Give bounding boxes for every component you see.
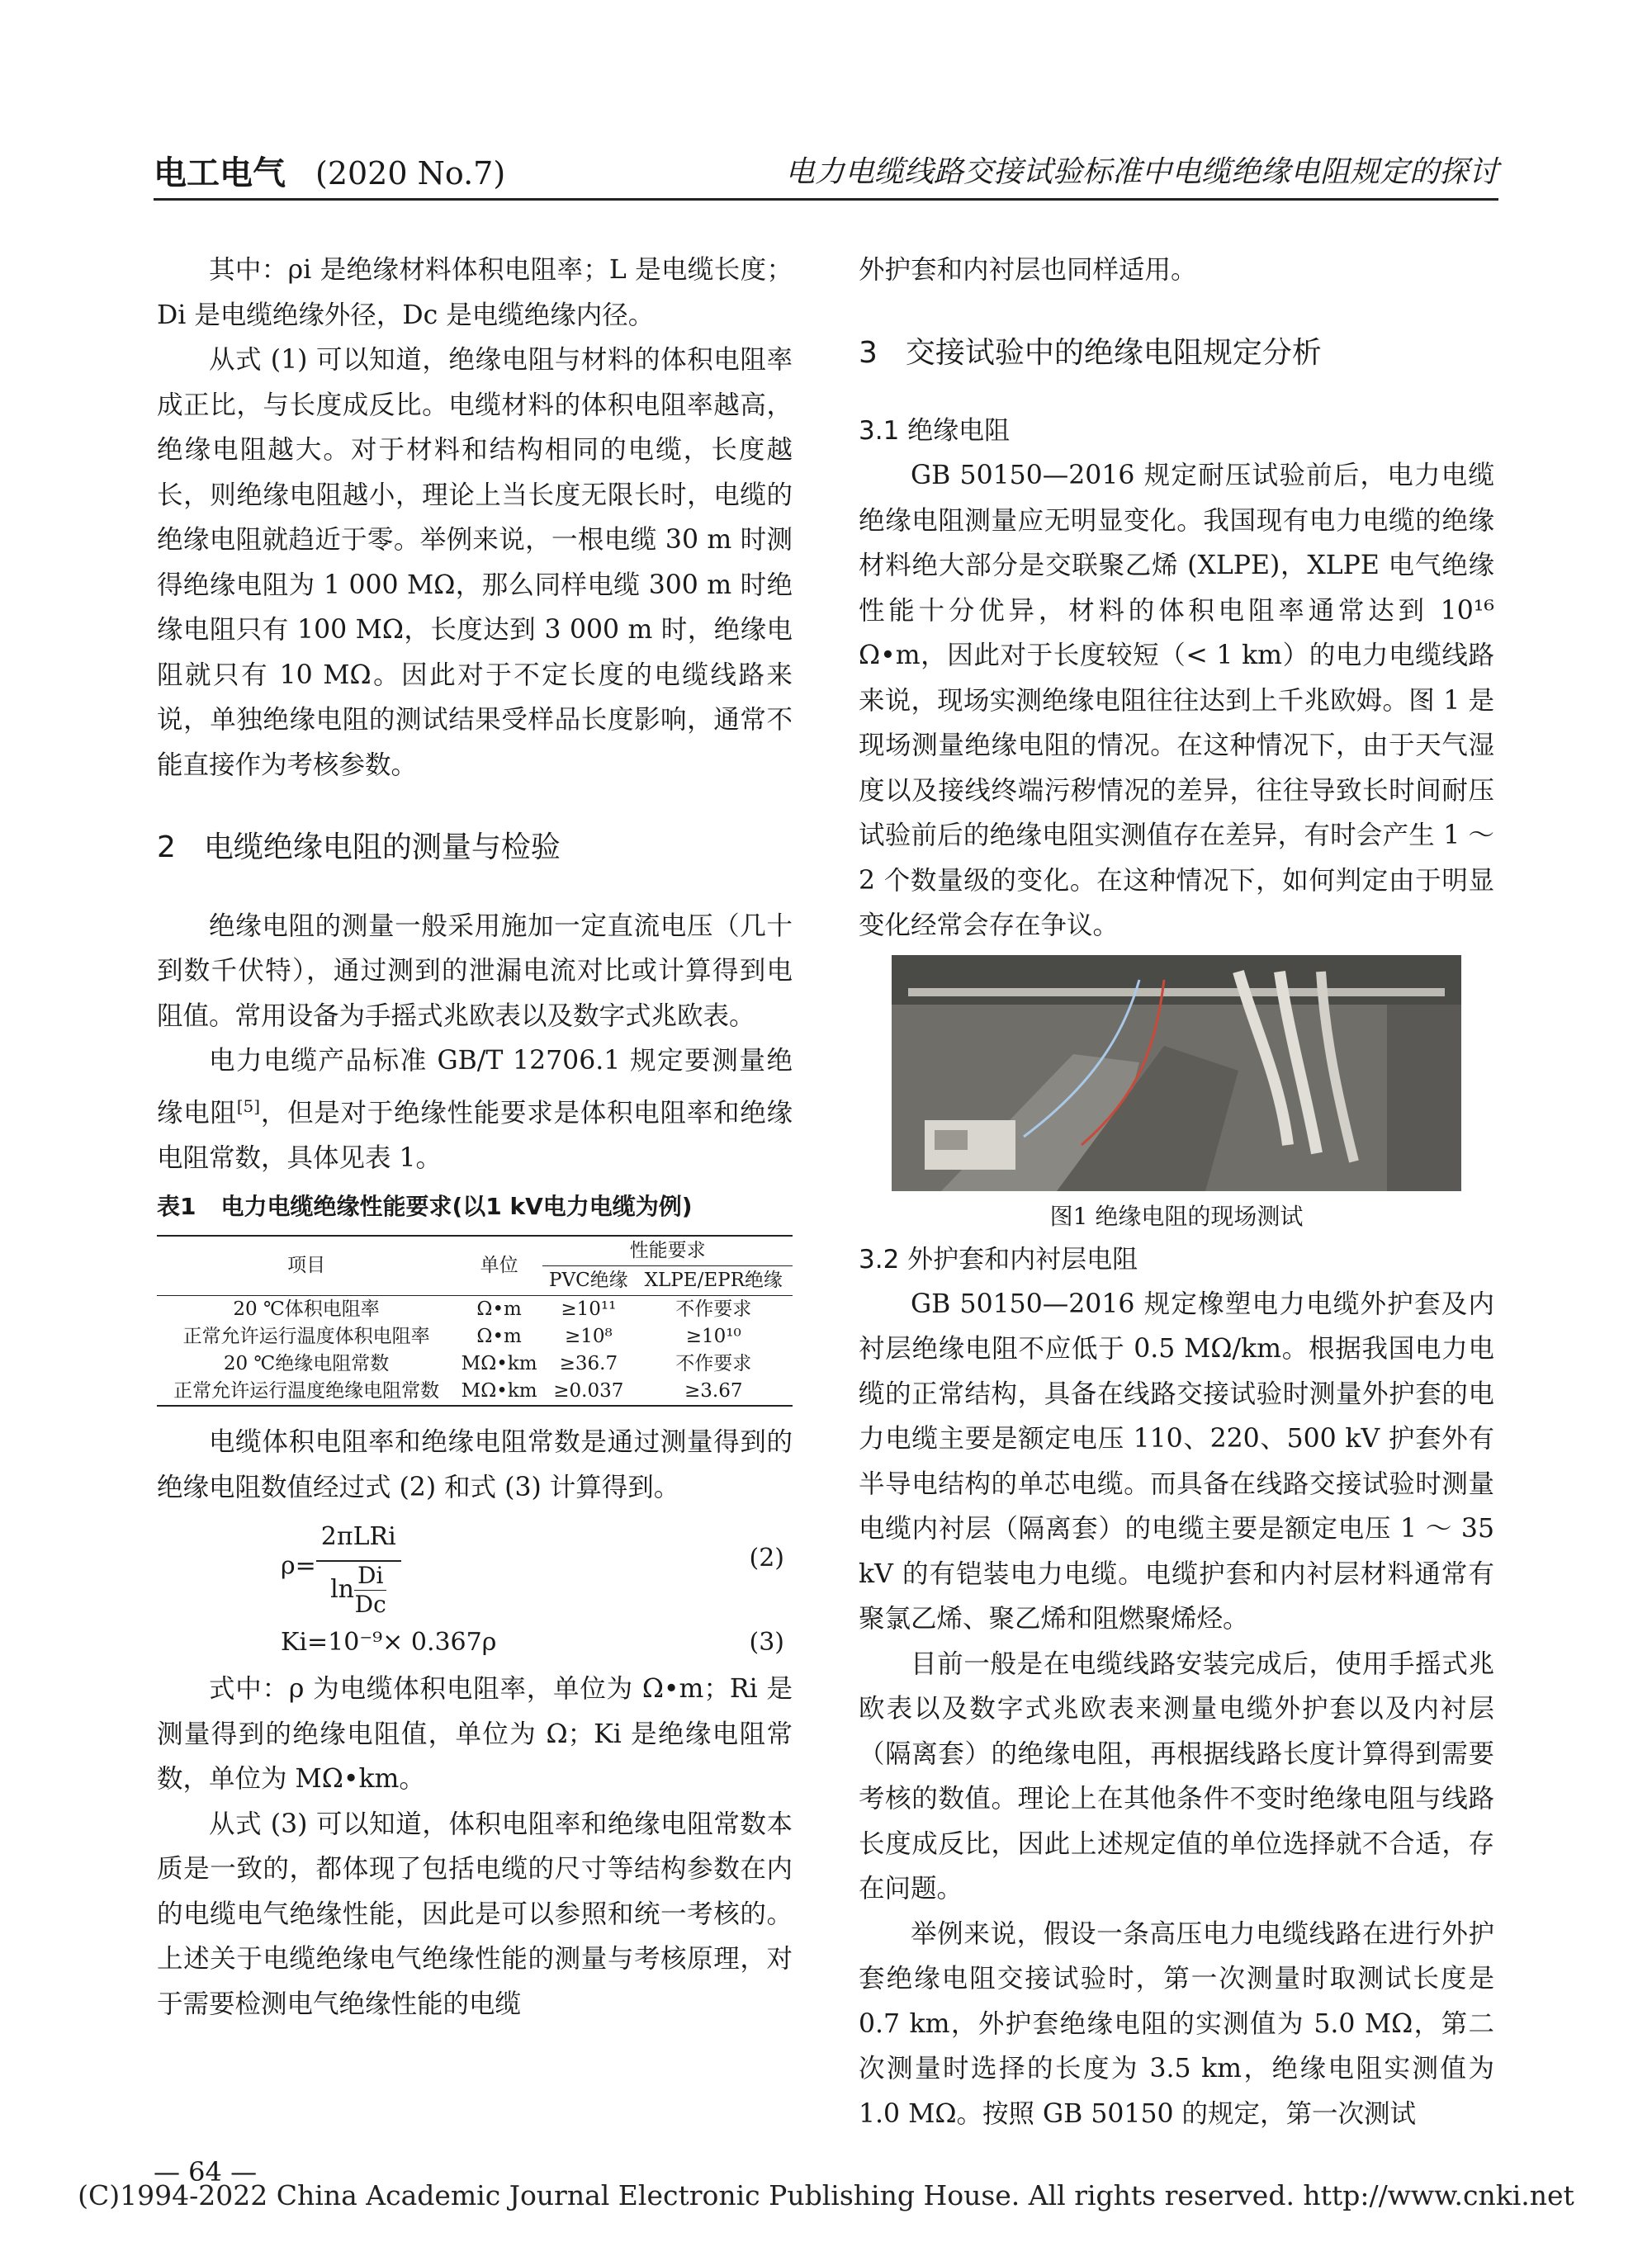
paragraph: 电缆体积电阻率和绝缘电阻常数是通过测量得到的绝缘电阻数值经过式 (2) 和式 (3) 计算得到。 <box>157 1427 793 1502</box>
paragraph <box>157 1038 793 1180</box>
cell-xlpe: ≥3.67 <box>635 1378 793 1406</box>
col-header-performance: 性能要求 <box>542 1236 793 1266</box>
section-title: 电缆绝缘电阻的测量与检验 <box>203 830 561 864</box>
eq2-lhs: ρ= <box>281 1551 316 1581</box>
cell-pvc: ≥0.037 <box>542 1378 634 1406</box>
cell-xlpe: ≥10¹⁰ <box>685 1326 741 1347</box>
section-number: 2 <box>157 830 176 864</box>
paragraph: 目前一般是在电缆线路安装完成后，使用手摇式兆欧表以及数字式兆欧表来测量电缆外护套以及内衬层（隔离套）的绝缘电阻，再根据线路长度计算得到需要考核的数值。理论上在其他条件不变时绝缘电阻与线路长度成反比，因此上述规定值的单位选择就不合适，存在问题。 <box>859 1648 1494 1904</box>
eq2-denominator <box>330 1562 386 1619</box>
field-test-photo <box>892 955 1461 1191</box>
eq2-fraction <box>316 1515 401 1619</box>
paragraph: 式中：ρ 为电缆体积电阻率，单位为 Ω•m；Ri 是测量得到的绝缘电阻值，单位为 Ω；Ki 是绝缘电阻常数，单位为 MΩ•km。 <box>157 1674 793 1794</box>
paragraph: 外护套和内衬层也同样适用。 <box>859 255 1197 285</box>
cell-unit: MΩ•km <box>461 1353 537 1374</box>
table-caption <box>157 1189 793 1225</box>
header-rule <box>154 198 1498 201</box>
citation-ref: [5] <box>236 1095 261 1116</box>
cell-item: 正常允许运行温度体积电阻率 <box>182 1326 430 1347</box>
copyright-footer: (C)1994-2022 China Academic Journal Electronic Publishing House. All rights reserved. http://www.cnki.net <box>78 2179 1574 2211</box>
paragraph: 从式 (3) 可以知道，体积电阻率和绝缘电阻常数本质是一致的，都体现了包括电缆的尺寸等结构参数在内的电缆电气绝缘性能，因此是可以参照和统一考核的。上述关于电缆绝缘电气绝缘性能的测量与考核原理，对于需要检测电气绝缘性能的电缆 <box>157 1809 793 2019</box>
cell-xlpe: 不作要求 <box>675 1353 752 1374</box>
left-column <box>157 248 793 2027</box>
photo-illustration <box>892 955 1461 1191</box>
equation-3 <box>157 1620 793 1667</box>
cell-unit: Ω•m <box>476 1298 522 1320</box>
cell-xlpe: 不作要求 <box>675 1298 752 1320</box>
paragraph: 绝缘电阻的测量一般采用施加一定直流电压（几十到数千伏特），通过测到的泄漏电流对比或计算得到电阻值。常用设备为手摇式兆欧表以及数字式兆欧表。 <box>157 911 793 1031</box>
subsection-heading-3-1: 3.1 绝缘电阻 <box>859 416 1011 446</box>
paragraph: 举例来说，假设一条高压电力电缆线路在进行外护套绝缘电阻交接试验时，第一次测量时取测试长度是 0.7 km，外护套绝缘电阻的实测值为 5.0 MΩ，第二次测量时选择的长度为 3.5 km，绝缘电阻实测值为 1.0 MΩ。按照 GB 50150 的规定，第一次测试 <box>859 1918 1494 2129</box>
table-row <box>157 1296 793 1324</box>
table-number: 表1 <box>157 1193 196 1220</box>
col-header-unit: 单位 <box>456 1236 542 1296</box>
page-number: — 64 — <box>154 2156 258 2188</box>
section-heading-2 <box>157 825 793 871</box>
eq2-dc: Dc <box>354 1590 386 1618</box>
cell-item: 正常允许运行温度绝缘电阻常数 <box>157 1378 456 1406</box>
eq2-ln: ln <box>330 1574 354 1604</box>
journal-name: 电工电气 <box>154 154 286 192</box>
figure-caption: 图1 绝缘电阻的现场测试 <box>1049 1202 1304 1230</box>
col-header-pvc: PVC绝缘 <box>542 1266 634 1296</box>
section-heading-3 <box>859 331 1494 376</box>
table-row <box>157 1323 793 1350</box>
eq2-label: (2) <box>749 1544 784 1573</box>
paragraph: GB 50150—2016 规定橡塑电力电缆外护套及内衬层绝缘电阻不应低于 0.5 MΩ/km。根据我国电力电缆的正常结构，具备在线路交接试验时测量外护套的电力电缆主要是额定电压 110、220、500 kV 护套外有半导电结构的单芯电缆。而具备在线路交接试验时测量电缆内衬层（隔离套）的电缆主要是额定电压 1 ～ 35 kV 的有铠装电力电缆。电缆护套和内衬层材料通常有聚氯乙烯、聚乙烯和阻燃聚烯烃。 <box>859 1289 1494 1634</box>
running-header-left <box>154 147 505 194</box>
eq2-ratio <box>354 1562 386 1619</box>
cell-pvc: ≥10¹¹ <box>561 1298 617 1320</box>
eq2-numerator: 2πLRi <box>316 1515 401 1562</box>
col-header-xlpe: XLPE/EPR绝缘 <box>635 1266 793 1296</box>
paragraph: GB 50150—2016 规定耐压试验前后，电力电缆绝缘电阻测量应无明显变化。我国现有电力电缆的绝缘材料绝大部分是交联聚乙烯 (XLPE)，XLPE 电气绝缘性能十分优异，材料的体积电阻率通常达到 10¹⁶ Ω•m，因此对于长度较短（< 1 km）的电力电缆线路来说，现场实测绝缘电阻往往达到上千兆欧姆。图 1 是现场测量绝缘电阻的情况。在这种情况下，由于天气湿度以及接线终端污秽情况的差异，往往导致长时间耐压试验前后的绝缘电阻实测值存在差异，有时会产生 1 ～ 2 个数量级的变化。在这种情况下，如何判定由于明显变化经常会存在争议。 <box>859 461 1494 940</box>
section-number: 3 <box>859 335 878 370</box>
cell-unit: Ω•m <box>476 1326 522 1347</box>
table-row <box>157 1378 793 1406</box>
eq3-label: (3) <box>749 1628 784 1657</box>
section-title: 交接试验中的绝缘电阻规定分析 <box>905 335 1322 370</box>
article-running-title: 电力电缆线路交接试验标准中电缆绝缘电阻规定的探讨 <box>784 155 1498 189</box>
cell-pvc: ≥10⁸ <box>564 1326 613 1347</box>
text-run: 电力电缆产品标准 GB/T 12706.1 规定要测量绝缘电阻 <box>157 1046 793 1128</box>
paragraph: 从式 (1) 可以知道，绝缘电阻与材料的体积电阻率成正比，与长度成反比。电缆材料的体积电阻率越高，绝缘电阻越大。对于材料和结构相同的电缆，长度越长，则绝缘电阻越小，理论上当长度无限长时，电缆的绝缘电阻就趋近于零。举例来说，一根电缆 30 m 时测得绝缘电阻为 1 000 MΩ，那么同样电缆 300 m 时绝缘电阻只有 100 MΩ，长度达到 3 000 m 时，绝缘电阻就只有 10 MΩ。因此对于不定长度的电缆线路来说，单独绝缘电阻的测试结果受样品长度影响，通常不能直接作为考核参数。 <box>157 345 793 780</box>
eq2-di: Di <box>354 1562 386 1591</box>
table-title: 电力电缆绝缘性能要求(以1 kV电力电缆为例) <box>220 1193 693 1220</box>
subsection-heading-3-2: 3.2 外护套和内衬层电阻 <box>859 1244 1138 1275</box>
cell-item: 20 ℃体积电阻率 <box>233 1298 380 1320</box>
paragraph: 其中：ρi 是绝缘材料体积电阻率；L 是电缆长度；Di 是电缆绝缘外径，Dc 是电缆绝缘内径。 <box>157 255 793 330</box>
right-column <box>859 248 1494 2136</box>
cell-pvc: ≥36.7 <box>559 1353 618 1374</box>
cell-unit: MΩ•km <box>456 1378 542 1406</box>
issue-label: (2020 No.7) <box>315 155 506 192</box>
text-run: ，但是对于绝缘性能要求是体积电阻率和绝缘电阻常数，具体见表 1。 <box>157 1098 793 1173</box>
equation-2 <box>157 1515 793 1620</box>
cell-item: 20 ℃绝缘电阻常数 <box>223 1353 390 1374</box>
col-header-item: 项目 <box>157 1236 456 1296</box>
table-row <box>157 1350 793 1378</box>
eq3-body: Ki=10⁻⁹× 0.367ρ <box>281 1628 497 1657</box>
insulation-requirements-table <box>157 1235 793 1407</box>
